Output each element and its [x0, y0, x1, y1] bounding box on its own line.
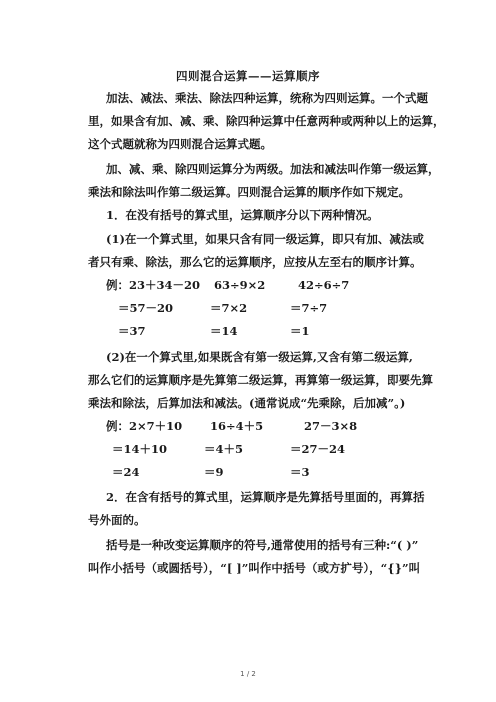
example1-col2-row2: ＝7×2 — [210, 301, 248, 315]
example2-col2-row2: ＝4＋5 — [204, 442, 244, 456]
rule2-line-1: 2．在含有括号的算式里，运算顺序是先算括号里面的，再算括 — [106, 490, 425, 504]
example2-col1-row2: ＝14＋10 — [112, 442, 168, 456]
example2-col2-row1: 16÷4＋5 — [210, 419, 264, 433]
example1-col3-row3: ＝1 — [290, 324, 310, 338]
example2-col3-row3: ＝3 — [290, 465, 310, 479]
levels-line-1: 加、减、乘、除四则运算分为两级。加法和减法叫作第一级运算， — [106, 162, 440, 176]
example1-col1-row2: ＝57－20 — [118, 301, 174, 315]
rule1b-line-1: (2)在一个算式里,如果既含有第一级运算,又含有第二级运算, — [106, 350, 413, 364]
page-number: 1 / 2 — [240, 670, 256, 678]
example1-col2-row3: ＝14 — [210, 324, 238, 338]
intro-line-2: 里，如果含有加、减、乘、除四种运算中任意两种或两种以上的运算， — [88, 114, 445, 128]
example1-col3-row1: 42÷6÷7 — [298, 278, 350, 292]
example1-col1-row3: ＝37 — [118, 324, 146, 338]
levels-line-2: 乘法和除法叫作第二级运算。四则混合运算的顺序作如下规定。 — [88, 185, 410, 199]
rule1b-line-2: 那么它们的运算顺序是先算第二级运算，再算第一级运算，即要先算 — [88, 373, 433, 387]
example1-col1-row1: 例：23＋34－20 — [106, 278, 201, 292]
example2-col3-row1: 27－3×8 — [304, 419, 358, 433]
rule1-heading: 1．在没有括号的算式里，运算顺序分以下两种情况。 — [106, 208, 379, 222]
brackets-line-1: 括号是一种改变运算顺序的符号,通常使用的括号有三种:“( )” — [106, 538, 419, 552]
page-title: 四则混合运算——运算顺序 — [176, 69, 320, 83]
example1-col2-row1: 63÷9×2 — [214, 278, 266, 292]
brackets-line-2: 叫作小括号（或圆括号），“[ ]”叫作中括号（或方扩号），“{}”叫 — [88, 561, 421, 575]
example2-col1-row3: ＝24 — [112, 465, 140, 479]
example2-col3-row2: ＝27－24 — [290, 442, 346, 456]
example1-col3-row2: ＝7÷7 — [290, 301, 328, 315]
rule1a-line-1: (1)在一个算式里，如果只含有同一级运算，即只有加、减法或 — [106, 232, 424, 246]
rule1a-line-2: 者只有乘、除法，那么它的运算顺序，应按从左至右的顺序计算。 — [88, 255, 422, 269]
rule2-line-2: 号外面的。 — [88, 513, 146, 527]
intro-line-3: 这个式题就称为四则混合运算式题。 — [88, 137, 272, 151]
example2-col1-row1: 例：2×7＋10 — [106, 419, 183, 433]
intro-line-1: 加法、减法、乘法、除法四种运算，统称为四则运算。一个式题 — [106, 91, 428, 105]
example2-col2-row3: ＝9 — [204, 465, 224, 479]
rule1b-line-3: 乘法和除法，后算加法和减法。(通常说成“先乘除，后加减”。) — [88, 396, 406, 410]
